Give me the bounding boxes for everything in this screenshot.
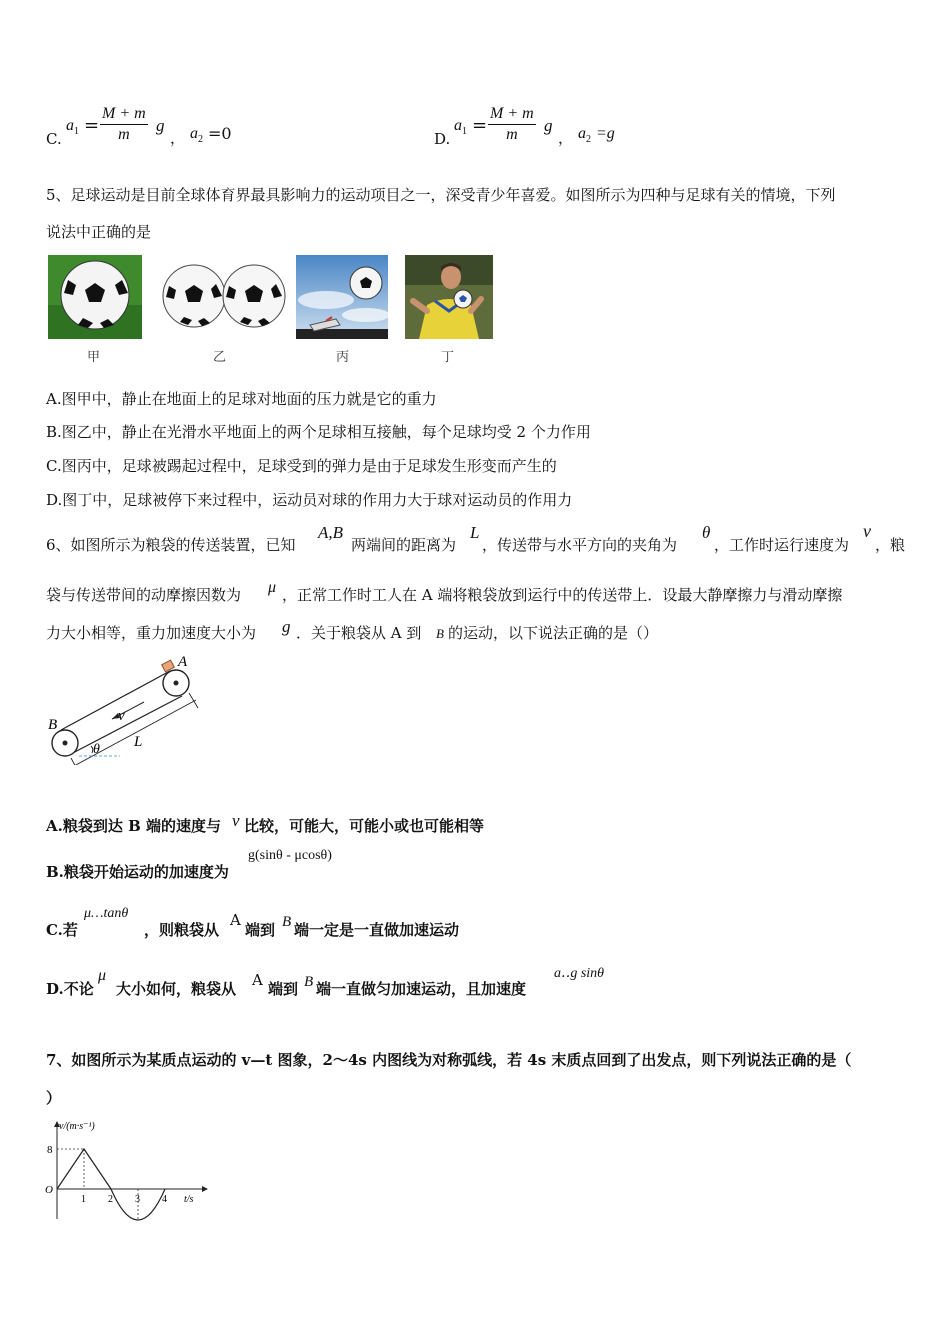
label-b: B: [48, 717, 58, 733]
q5-option-c: C.图丙中，足球被踢起过程中，足球受到的弹力是由于足球发生形变而产生的: [46, 457, 557, 475]
q4-d-eq: =: [472, 115, 488, 136]
photo-bing-ball-kicked: [296, 255, 388, 339]
q6-stem-line3: 力大小相等，重力加速度大小为 g ．关于粮袋从 A 到 B 的运动，以下说法正确的是（）: [46, 617, 659, 642]
label-theta: θ: [93, 742, 100, 757]
q7-stem-line2: ）: [46, 1089, 62, 1107]
origin-label: O: [45, 1184, 53, 1196]
q5-stem-line2: 说法中正确的是: [46, 223, 152, 241]
q6-option-c-expr: μ…tanθ: [84, 906, 129, 921]
q4-c-rhs: =0: [208, 124, 232, 143]
q6-option-a: A.粮袋到达 B 端的速度与 v 比较，可能大，可能小或也可能相等: [46, 811, 485, 835]
caption-jia: 甲: [87, 350, 101, 365]
q6-var-theta: θ: [702, 523, 711, 542]
q6-var-mu: μ: [268, 579, 277, 596]
q4-d-rhs: =g: [596, 125, 615, 142]
q6-option-b: B.粮袋开始运动的加速度为 g(sinθ - μcosθ): [46, 848, 332, 881]
photo-yi-two-balls: [160, 262, 288, 330]
y-axis-label: v/(m·s⁻¹): [59, 1121, 95, 1132]
q4-c-fraction: $\frac{M + m}{m}$: [102, 105, 146, 143]
q4-d-label: D.: [434, 130, 451, 148]
photo-ding-player: [405, 255, 493, 339]
caption-ding: 丁: [441, 350, 455, 365]
x-axis-arrow: [202, 1186, 208, 1192]
q4-c-a2: $a_2$: [190, 125, 203, 146]
q4-c-a1: $a_1$: [66, 117, 79, 138]
q6-option-d-expr: a‥g sinθ: [554, 966, 605, 981]
x-tick-label: 4: [162, 1194, 167, 1205]
q4-d-g: g: [544, 116, 553, 135]
x-tick-label: 1: [81, 1194, 86, 1205]
q5-stem-line1: 5、足球运动是目前全球体育界最具影响力的运动项目之一，深受青少年喜爱。如图所示为四种与足球有关的情境，下列: [46, 186, 836, 204]
q6-var-ab: A,B: [318, 523, 344, 542]
q6-var-g: g: [282, 617, 291, 636]
x-tick-label: 2: [108, 1194, 113, 1205]
caption-bing: 丙: [336, 350, 350, 365]
x-tick-label: 3: [135, 1194, 140, 1205]
belt-upper-edge: [61, 671, 170, 730]
q5-option-d: D.图丁中，足球被停下来过程中，运动员对球的作用力大于球对运动员的作用力: [46, 491, 573, 509]
photo-jia-ball-on-grass: [48, 255, 142, 339]
q4-d-a1: $a_1$: [454, 117, 467, 138]
vt-chart: [40, 1115, 220, 1225]
q5-option-b: B.图乙中，静止在光滑水平地面上的两个足球相互接触，每个足球均受 2 个力作用: [46, 423, 591, 441]
label-l: L: [134, 734, 143, 750]
q6-option-b-expr: g(sinθ - μcosθ): [248, 848, 332, 863]
caption-yi: 乙: [213, 350, 227, 365]
q6-option-d: D.不论 μ 大小如何，粮袋从 A 端到 B 端一直做匀加速运动，且加速度 a‥g sinθ: [46, 966, 605, 998]
q6-option-c: C.若 μ…tanθ ，则粮袋从 A 端到 B 端一定是一直做加速运动: [46, 906, 460, 939]
conveyor-diagram: [44, 650, 214, 765]
belt-lower-edge: [69, 696, 182, 755]
x-axis-label: t/s: [184, 1194, 194, 1205]
label-v: v: [118, 708, 125, 724]
y-tick-label: 8: [47, 1144, 53, 1156]
q6-stem-line1: 6、如图所示为粮袋的传送装置，已知 A,B 两端间的距离为 L ，传送带与水平方向的夹角为 θ ，工作时运行速度为 v ，粮: [46, 521, 906, 554]
q6-stem-line2: 袋与传送带间的动摩擦因数为 μ ，正常工作时工人在 A 端将粮袋放到运行中的传送带上．设最大静摩擦力与滑动摩擦: [46, 579, 843, 604]
q4-d-fraction: $\frac{M + m}{m}$: [490, 105, 534, 143]
q5-option-a: A.图甲中，静止在地面上的足球对地面的压力就是它的重力: [46, 390, 437, 408]
q4-c-label: C.: [46, 130, 62, 148]
q7-stem-line1: 7、如图所示为某质点运动的 v—t 图象，2～4s 内图线为对称弧线，若 4s 末质点回到了出发点，则下列说法正确的是（: [46, 1051, 852, 1069]
label-a: A: [178, 654, 188, 670]
q4-d-a2: $a_2$: [578, 125, 591, 146]
q4-d-comma: ，: [558, 129, 574, 147]
q6-var-l: L: [470, 523, 480, 542]
q4-c-eq: =: [84, 115, 100, 136]
q4-c-g: g: [156, 116, 165, 135]
q4-c-comma: ，: [170, 129, 186, 147]
q6-var-v: v: [863, 521, 871, 541]
